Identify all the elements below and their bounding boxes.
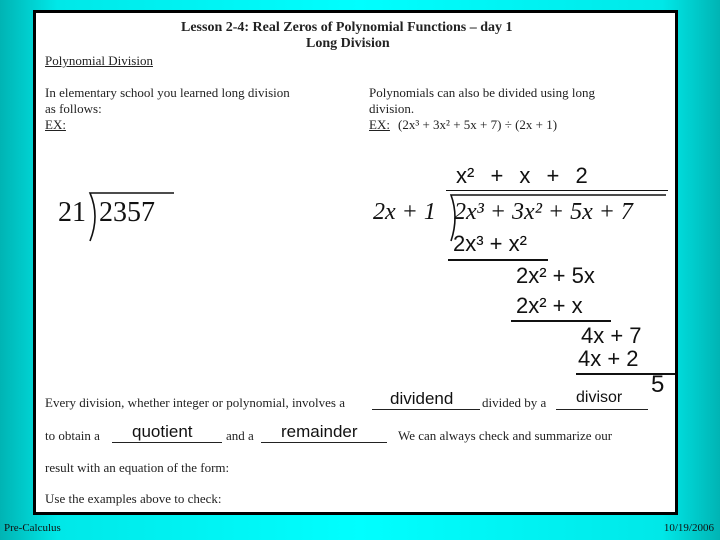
subtract-bar-1 [448,259,548,261]
integer-dividend: 2357 [99,197,155,228]
right-example-expression: (2x³ + 3x² + 5x + 7) ÷ (2x + 1) [398,117,558,132]
right-example-label: EX: [369,117,390,132]
poly-divisor: 2x + 1 [373,199,436,225]
sentence-2-middle: and a [226,428,254,443]
sentence-1-middle: divided by a [482,395,547,410]
sentence-4: Use the examples above to check: [45,491,222,506]
answer-remainder: remainder [281,422,358,441]
integer-divisor: 21 [58,197,86,228]
lesson-title: Lesson 2-4: Real Zeros of Polynomial Functions – day 1 [181,20,513,35]
right-intro-line2: division. [369,101,415,116]
poly-step-5: 4x + 2 [578,346,639,371]
poly-remainder: 5 [651,371,665,398]
poly-quotient: x² + x + 2 [456,163,588,188]
sentence-2-start: to obtain a [45,428,100,443]
left-intro-line2: as follows: [45,101,102,116]
worksheet-page [33,10,678,515]
sentence-3: result with an equation of the form: [45,460,230,475]
right-intro-line1: Polynomials can also be divided using long [369,85,596,100]
poly-step-3: 2x² + x [516,293,583,318]
answer-divisor: divisor [576,389,623,406]
sentence-2-end: We can always check and summarize our [398,428,613,443]
footer-date: 10/19/2006 [663,522,714,534]
poly-step-1: 2x³ + x² [453,231,527,256]
subtract-bar-2 [511,320,611,322]
section-heading: Polynomial Division [45,53,153,68]
poly-step-2: 2x² + 5x [516,263,595,288]
answer-dividend: dividend [390,389,454,408]
lesson-subtitle: Long Division [306,36,390,51]
poly-dividend: 2x³ + 3x² + 5x + 7 [454,199,633,225]
quotient-bar [446,190,668,191]
left-intro-line1: In elementary school you learned long division [45,85,290,100]
answer-quotient: quotient [132,422,193,441]
sentence-1-start: Every division, whether integer or polynomial, involves a [45,395,346,410]
footer-course: Pre-Calculus [4,522,61,534]
poly-step-4: 4x + 7 [581,323,642,348]
left-example-label: EX: [45,117,66,132]
